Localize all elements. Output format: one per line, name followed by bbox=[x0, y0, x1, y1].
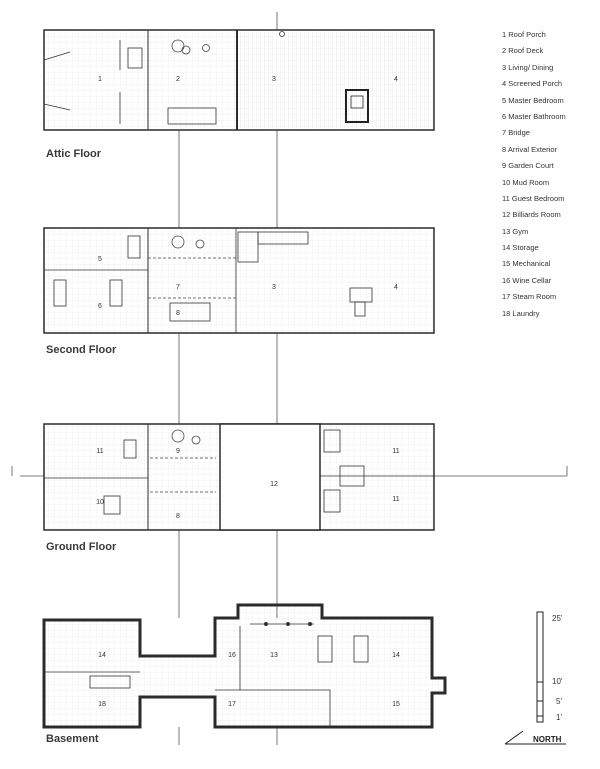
legend-item: 2 Roof Deck bbox=[502, 46, 544, 56]
room-number: 3 bbox=[272, 76, 276, 83]
room-number: 7 bbox=[176, 284, 180, 291]
legend-item: 8 Arrival Exterior bbox=[502, 144, 558, 154]
room-number: 6 bbox=[98, 303, 102, 310]
legend-item: 9 Garden Court bbox=[502, 161, 554, 171]
scale-bar bbox=[537, 612, 543, 722]
basement-plan bbox=[44, 605, 445, 727]
room-number: 15 bbox=[392, 701, 400, 708]
legend-item: 10 Mud Room bbox=[502, 177, 550, 187]
scale-label-5: 5' bbox=[556, 697, 562, 706]
legend-item: 11 Guest Bedroom bbox=[502, 193, 565, 203]
legend-item: 6 Master Bathroom bbox=[502, 111, 566, 121]
room-number: 16 bbox=[228, 652, 236, 659]
room-number: 13 bbox=[270, 652, 278, 659]
legend-item: 12 Billiards Room bbox=[502, 210, 561, 220]
second-outline bbox=[44, 228, 434, 333]
floor-label-second: Second Floor bbox=[46, 344, 117, 356]
room-number: 9 bbox=[176, 448, 180, 455]
legend-item: 16 Wine Cellar bbox=[502, 275, 552, 285]
room-number: 4 bbox=[394, 76, 398, 83]
room-number: 14 bbox=[392, 652, 400, 659]
room-number: 11 bbox=[96, 448, 104, 455]
legend-item: 15 Mechanical bbox=[502, 259, 551, 269]
room-number: 17 bbox=[228, 701, 236, 708]
room-number: 8 bbox=[176, 513, 180, 520]
room-number: 1 bbox=[98, 76, 102, 83]
legend-item: 4 Screened Porch bbox=[502, 79, 563, 89]
legend-item: 13 Gym bbox=[502, 226, 529, 236]
legend-item: 7 Bridge bbox=[502, 128, 530, 138]
room-number: 4 bbox=[394, 284, 398, 291]
second-floor-plan bbox=[44, 228, 434, 333]
north-label: NORTH bbox=[533, 735, 562, 744]
legend-item: 5 Master Bedroom bbox=[502, 95, 564, 105]
room-legend bbox=[502, 30, 597, 325]
scale-label-25: 25' bbox=[552, 614, 563, 623]
room-number: 14 bbox=[98, 652, 106, 659]
floor-label-ground: Ground Floor bbox=[46, 541, 117, 553]
room-number: 11 bbox=[392, 448, 400, 455]
legend-item: 18 Laundry bbox=[502, 308, 540, 318]
room-number: 11 bbox=[392, 496, 400, 503]
room-number: 18 bbox=[98, 701, 106, 708]
basement-outline bbox=[44, 605, 445, 727]
room-number: 8 bbox=[176, 310, 180, 317]
legend-item: 14 Storage bbox=[502, 243, 539, 253]
scale-label-10: 10' bbox=[552, 677, 563, 686]
floor-label-attic: Attic Floor bbox=[46, 148, 101, 160]
room-number: 5 bbox=[98, 256, 102, 263]
room-number: 10 bbox=[96, 499, 104, 506]
legend-item: 3 Living/ Dining bbox=[502, 62, 554, 72]
scale-label-1: 1' bbox=[556, 713, 562, 722]
room-number: 2 bbox=[176, 76, 180, 83]
room-number: 3 bbox=[272, 284, 276, 291]
floor-label-basement: Basement bbox=[46, 733, 99, 745]
legend-item: 17 Steam Room bbox=[502, 292, 557, 302]
room-number: 12 bbox=[270, 481, 278, 488]
legend-item: 1 Roof Porch bbox=[502, 30, 546, 39]
attic-floor-plan bbox=[44, 30, 434, 130]
ground-floor-plan bbox=[44, 424, 434, 530]
